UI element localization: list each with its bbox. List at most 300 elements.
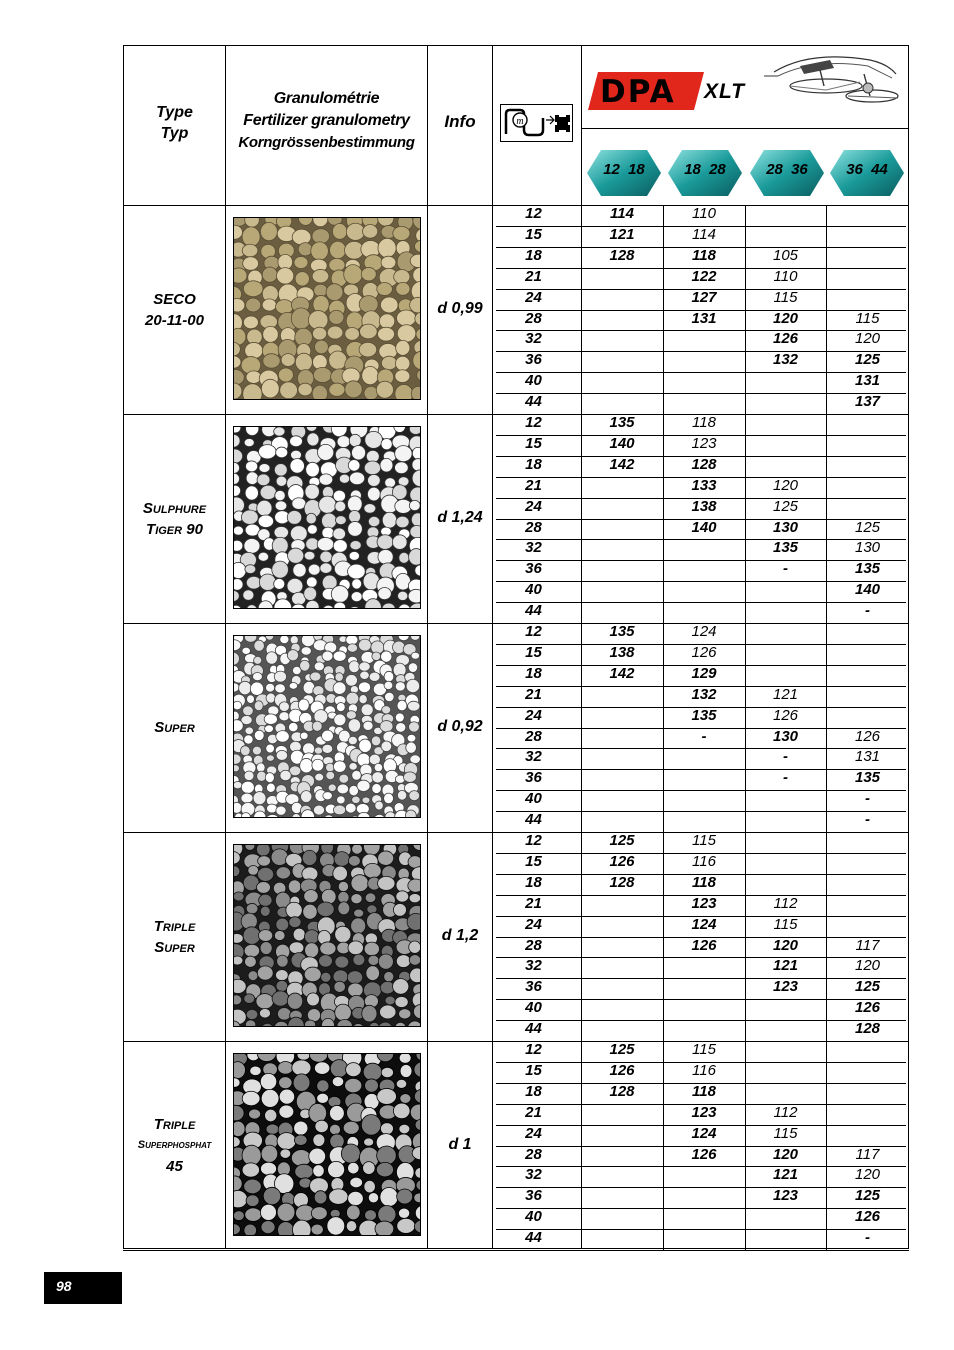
setting-cell: 118 [692,874,716,891]
setting-cell [663,1207,745,1227]
setting-cell: 125 [772,498,799,515]
width-cell: 12 [525,623,542,640]
fertilizer-name-line: 45 [166,1158,183,1175]
setting-cell [745,392,826,412]
setting-cell [745,371,826,391]
setting-cell: 124 [691,916,717,933]
setting-cell: 128 [691,456,717,473]
setting-cell [581,1103,663,1123]
setting-cell: - [783,769,788,786]
setting-cell [663,538,745,558]
setting-cell [581,329,663,349]
setting-cell: 126 [609,1062,635,1079]
setting-cell [745,998,826,1018]
setting-cell: 126 [854,999,881,1016]
width-cell: 32 [525,1166,542,1183]
column-divider [225,45,226,1249]
setting-cell: 125 [854,351,881,368]
fertilizer-name [124,1114,225,1177]
setting-cell: - [865,790,870,807]
fertilizer-name-line: Super [154,719,195,736]
width-cell: 44 [525,1229,542,1246]
setting-cell: 124 [691,1125,717,1142]
fertilizer-name-line: Tiger 90 [146,521,203,538]
setting-cell [663,580,745,600]
setting-cell [663,747,745,767]
width-cell: 24 [525,916,542,933]
setting-cell: - [865,1229,870,1246]
setting-cell [581,1186,663,1206]
setting-cell [745,1019,826,1039]
fertilizer-name [124,289,225,331]
setting-cell: 123 [772,978,799,995]
setting-cell [581,747,663,767]
width-cell: 28 [525,728,542,745]
width-cell: 21 [525,477,542,494]
setting-cell: 127 [691,289,717,306]
setting-cell [745,622,826,642]
setting-cell [745,1082,826,1102]
setting-cell [745,831,826,851]
setting-cell [745,1061,826,1081]
setting-cell [581,936,663,956]
width-cell: 40 [525,372,542,389]
sulphure-granules-photo [233,426,421,609]
width-cell: 18 [525,247,542,264]
setting-cell: 135 [609,414,635,431]
setting-cell [663,810,745,830]
width-cell: 40 [525,581,542,598]
width-cell: 18 [525,874,542,891]
setting-cell: 123 [772,1187,799,1204]
setting-cell [581,1124,663,1144]
setting-cell [663,350,745,370]
fertilizer-name-line: 20-11-00 [145,312,204,329]
width-cell: 24 [525,1125,542,1142]
setting-cell [663,956,745,976]
setting-cell: 140 [691,519,717,536]
setting-cell [826,894,909,914]
setting-cell: 115 [773,289,798,306]
setting-cell [826,204,909,224]
setting-cell [826,664,909,684]
setting-cell [663,768,745,788]
width-cell: 28 [525,310,542,327]
setting-cell [745,789,826,809]
setting-cell [745,413,826,433]
fertilizer-name [124,916,225,958]
setting-cell: 126 [854,1208,881,1225]
setting-cell: 128 [609,247,635,264]
setting-cell: 121 [609,226,635,243]
density-value: d 1 [448,1136,472,1153]
logo-brand: DPA [600,74,676,110]
setting-cell: 135 [854,769,881,786]
width-cell: 21 [525,686,542,703]
width-cell: 12 [525,205,542,222]
width-cell: 24 [525,707,542,724]
width-cell: 36 [525,1187,542,1204]
setting-cell: 120 [854,1166,881,1183]
setting-cell [745,601,826,621]
setting-cell: 121 [772,957,799,974]
setting-cell: - [701,728,707,745]
width-cell: 15 [525,853,542,870]
setting-cell: 126 [691,937,717,954]
setting-cell: 120 [854,330,881,347]
setting-cell: 138 [609,644,635,661]
setting-cell [826,706,909,726]
setting-cell [745,664,826,684]
range-label: 28 36 [766,161,808,178]
setting-cell: 117 [855,937,880,954]
setting-cell: 132 [691,686,717,703]
setting-cell: 138 [691,498,717,515]
setting-cell: 130 [772,519,799,536]
setting-cell: 131 [691,310,717,327]
width-cell: 12 [525,414,542,431]
dpa-logo-badge [588,72,704,110]
setting-cell: 135 [772,539,799,556]
width-cell: 32 [525,330,542,347]
setting-cell [663,371,745,391]
setting-cell [745,873,826,893]
header-divider [581,128,909,129]
setting-cell [663,789,745,809]
width-cell: 21 [525,268,542,285]
setting-cell [581,267,663,287]
setting-cell: - [783,560,788,577]
setting-cell [826,455,909,475]
range-badge-18-28 [668,150,742,196]
setting-cell [745,204,826,224]
setting-cell: 121 [772,686,799,703]
logo-model: XLT [704,80,746,103]
width-cell: 12 [525,1041,542,1058]
setting-cell [826,622,909,642]
setting-cell: 130 [772,728,799,745]
width-cell: 36 [525,560,542,577]
width-cell: 18 [525,665,542,682]
width-cell: 32 [525,748,542,765]
setting-cell: - [865,811,870,828]
setting-cell: 115 [692,1041,716,1058]
setting-cell: 126 [609,853,635,870]
width-cell: 21 [525,1104,542,1121]
density-value: d 1,24 [437,509,483,526]
row-line [123,1250,909,1251]
setting-cell: 126 [691,1146,717,1163]
granulometry-header-en: Fertilizer granulometry [243,112,410,129]
setting-cell: 129 [691,665,717,682]
width-cell: 28 [525,519,542,536]
setting-cell: 125 [609,1041,635,1058]
super-granules-photo [233,635,421,818]
seco-granules-photo [233,217,421,400]
setting-cell: 137 [854,393,881,410]
setting-cell: 105 [772,247,799,264]
width-cell: 21 [525,895,542,912]
fertilizer-name-line: Triple [153,1116,196,1133]
width-cell: 40 [525,999,542,1016]
range-badge-28-36 [750,150,824,196]
width-cell: 32 [525,957,542,974]
page-number: 98 [56,1278,72,1294]
fertilizer-name [124,498,225,540]
setting-cell [581,371,663,391]
width-cell: 15 [525,435,542,452]
setting-cell [663,559,745,579]
fertilizer-name-line: SECO [153,291,196,308]
width-cell: 44 [525,811,542,828]
setting-cell [581,350,663,370]
setting-cell [581,518,663,538]
setting-cell: 142 [609,456,635,473]
setting-cell: 140 [609,435,635,452]
setting-cell [826,643,909,663]
setting-cell: 130 [854,539,881,556]
setting-cell: 122 [691,268,717,285]
setting-cell [581,1207,663,1227]
setting-cell: - [865,602,870,619]
spreader-illustration [760,52,908,124]
setting-cell: 120 [772,937,799,954]
setting-cell: 126 [691,644,717,661]
setting-cell [826,1082,909,1102]
setting-cell: 110 [773,268,798,285]
dpa-xlt-logo [588,66,908,128]
setting-cell: 131 [854,372,881,389]
setting-cell [663,1019,745,1039]
setting-cell [826,831,909,851]
setting-cell [581,288,663,308]
setting-cell [663,392,745,412]
setting-cell [663,998,745,1018]
setting-cell [581,956,663,976]
range-label: 12 18 [603,161,645,178]
setting-cell [581,685,663,705]
setting-cell [745,1040,826,1060]
type-header [124,102,225,144]
setting-cell: 115 [773,916,798,933]
setting-cell: 115 [692,832,716,849]
column-divider [427,45,428,1249]
setting-cell: 112 [773,1104,798,1121]
setting-cell [745,852,826,872]
setting-cell [581,476,663,496]
setting-cell: 112 [773,895,798,912]
setting-cell [581,810,663,830]
setting-cell [581,1145,663,1165]
setting-cell: 120 [854,957,881,974]
setting-cell [581,1165,663,1185]
fertilizer-name-line: Triple [153,918,196,935]
setting-cell [826,852,909,872]
setting-cell: 115 [855,310,880,327]
setting-cell: 114 [692,226,716,243]
range-badge-12-18 [587,150,661,196]
range-label: 36 44 [846,161,888,178]
width-cell: 36 [525,351,542,368]
setting-cell [663,1228,745,1248]
setting-cell [826,1040,909,1060]
width-cell: 18 [525,456,542,473]
width-cell: 15 [525,1062,542,1079]
density-value: d 1,2 [441,927,479,944]
setting-cell [745,643,826,663]
setting-cell: 120 [772,310,799,327]
granulometry-header [226,88,427,154]
setting-cell: 135 [609,623,635,640]
setting-cell [826,267,909,287]
fertilizer-name-line: Superphosphat [137,1139,212,1151]
width-cell: 24 [525,498,542,515]
setting-cell [581,1019,663,1039]
setting-cell [581,392,663,412]
density-value: d 0,99 [437,300,483,317]
type-header-de: Typ [160,125,189,142]
fertilizer-name [124,717,225,738]
setting-cell [826,225,909,245]
setting-cell: - [783,748,788,765]
setting-cell: 140 [854,581,881,598]
triple-super-granules-photo [233,844,421,1027]
setting-cell: 133 [691,477,717,494]
setting-cell: 124 [691,623,717,640]
width-cell: 44 [525,1020,542,1037]
width-cell: 28 [525,937,542,954]
width-cell: 44 [525,393,542,410]
setting-cell [826,413,909,433]
setting-cell: 126 [772,330,799,347]
setting-cell [581,601,663,621]
setting-cell [826,434,909,454]
setting-cell [581,309,663,329]
width-cell: 12 [525,832,542,849]
setting-cell [663,977,745,997]
setting-cell [663,1186,745,1206]
setting-cell [745,810,826,830]
setting-cell [826,288,909,308]
fertilizer-name-line: Sulphure [142,500,207,517]
svg-text:m: m [516,116,524,127]
setting-cell [581,768,663,788]
setting-cell [581,894,663,914]
setting-cell [745,580,826,600]
setting-cell [745,225,826,245]
setting-cell: 125 [854,519,881,536]
setting-cell: 110 [692,205,716,222]
setting-cell: 126 [854,728,881,745]
setting-cell: 116 [692,853,716,870]
setting-cell [826,1061,909,1081]
page-number-box [44,1272,122,1304]
granulometry-header-fr: Granulométrie [273,90,380,107]
setting-cell [826,476,909,496]
setting-cell: 142 [609,665,635,682]
setting-cell: 116 [692,1062,716,1079]
setting-cell: 120 [772,477,799,494]
setting-cell [581,789,663,809]
setting-cell: 118 [692,1083,716,1100]
width-cell: 24 [525,289,542,306]
density-value: d 0,92 [437,718,483,735]
setting-cell: 123 [691,1104,717,1121]
setting-cell: 131 [854,748,881,765]
setting-cell: 125 [609,832,635,849]
spreader-machine-icon [500,104,573,142]
setting-cell: 128 [609,1083,635,1100]
setting-cell: 115 [773,1125,798,1142]
setting-cell [581,998,663,1018]
setting-cell: 135 [854,560,881,577]
setting-cell [826,915,909,935]
width-cell: 40 [525,790,542,807]
setting-cell [581,977,663,997]
setting-cell [581,538,663,558]
setting-cell [663,601,745,621]
width-cell: 28 [525,1146,542,1163]
setting-cell [663,329,745,349]
setting-cell: 128 [854,1020,881,1037]
setting-cell [826,873,909,893]
setting-cell [826,1103,909,1123]
setting-cell [745,1207,826,1227]
setting-cell [581,727,663,747]
setting-cell [826,1124,909,1144]
triple-superphosphat-granules-photo [233,1053,421,1236]
range-badge-36-44 [830,150,904,196]
width-cell: 18 [525,1083,542,1100]
width-cell: 32 [525,539,542,556]
setting-cell [581,915,663,935]
width-cell: 40 [525,1208,542,1225]
setting-cell [745,455,826,475]
type-header-fr: Type [156,104,193,121]
setting-cell [745,1228,826,1248]
setting-cell: 126 [772,707,799,724]
setting-cell [663,1165,745,1185]
setting-cell: 125 [854,978,881,995]
setting-cell: 121 [772,1166,799,1183]
width-cell: 36 [525,978,542,995]
setting-cell: 114 [610,205,634,222]
setting-cell: 118 [692,414,716,431]
setting-cell [745,434,826,454]
setting-cell: 123 [691,435,717,452]
setting-cell: 125 [854,1187,881,1204]
width-cell: 44 [525,602,542,619]
info-header: Info [444,112,476,131]
setting-cell: 132 [772,351,799,368]
fertilizer-name-line: Super [154,939,195,956]
setting-cell [581,559,663,579]
setting-cell [581,706,663,726]
setting-cell: 120 [772,1146,799,1163]
width-cell: 15 [525,644,542,661]
setting-cell [826,685,909,705]
setting-cell [826,497,909,517]
setting-cell: 118 [692,247,716,264]
width-cell: 15 [525,226,542,243]
setting-cell: 123 [691,895,717,912]
setting-cell [581,497,663,517]
setting-cell: 135 [691,707,717,724]
setting-cell [581,580,663,600]
setting-cell [581,1228,663,1248]
range-label: 18 28 [684,161,726,178]
setting-cell [826,246,909,266]
